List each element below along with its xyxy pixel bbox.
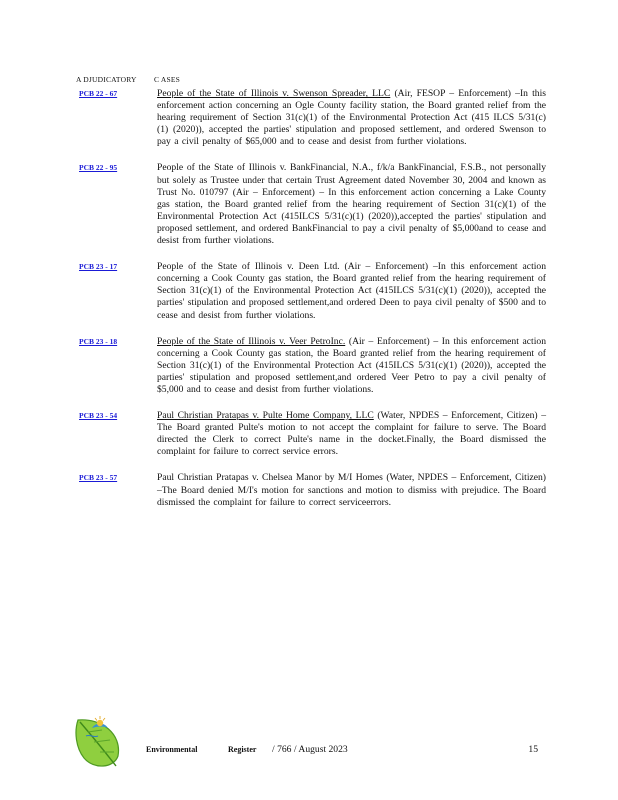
- case-title: People of the State of Illinois v. Veer PetroInc.: [157, 335, 346, 347]
- case-body: (Air, FESOP – Enforcement) –In this enforcement action concerning an Ogle County facility station, the Board granted relief from the hearing requirement of Section 31(c)(1) of the Environmental Protection Act (415 ILCS 5/31(c)(1) (2020)), accepted the parties' stipulation and proposed settlement, and ordered Swenson to pay a civil penalty of $65,000 and to cease and desist from further violations.: [157, 88, 546, 148]
- case-number-link[interactable]: PCB 23 - 54: [79, 411, 118, 421]
- heading-cases: C ASES: [154, 75, 181, 84]
- case-body: People of the State of Illinois v. Deen Ltd. (Air – Enforcement) –In this enforcement action concerning a Cook County gas station, the Board granted relief from the hearing requirement of Section 31(c)(1) of the Environmental Protection Act (415ILCS 5/31(c)(1) (2020)), accepted the parties' stipulation and proposed settlement,and ordered Deen to paya civil penalty of $500 and to cease and desist from further violations.: [157, 261, 546, 321]
- case-text: [157, 472, 546, 508]
- case-text: [157, 162, 546, 247]
- footer-publication: Environmental: [146, 745, 198, 754]
- case-title: Paul Christian Pratapas v. Pulte Home Company, LLC: [157, 410, 374, 422]
- case-body: Paul Christian Pratapas v. Chelsea Manor by M/I Homes (Water, NPDES – Enforcement, Citizen) –The Board denied M/I's motion for sanctions and motion to dismiss with prejudice. The Board dismissed the complaint for failure to correct serviceerrors.: [157, 472, 546, 508]
- case-entry: [76, 336, 546, 396]
- heading-adjudicatory: A DJUDICATORY: [76, 75, 137, 84]
- case-entry: [76, 472, 546, 508]
- case-text: [157, 261, 546, 321]
- footer-issue: / 766 / August 2023: [272, 744, 348, 755]
- page-number: 15: [528, 744, 538, 755]
- case-title: People of the State of Illinois v. Swenson Spreader, LLC: [157, 88, 391, 99]
- case-text: [157, 336, 546, 396]
- case-text: [157, 88, 546, 148]
- case-entry: [76, 88, 546, 148]
- case-body: People of the State of Illinois v. BankFinancial, N.A., f/k/a BankFinancial, F.S.B., not personally but solely as Trustee under that certain Trust Agreement dated November 30, 2004 and known as Trust No. 010797 (Air – Enforcement) – In this enforcement action concerning a Lake County gas station, the Board granted relief from the hearing requirement of Section 31(c)(1) of the Environmental Protection Act (415ILCS 5/31(c)(1) (2020)),accepted the parties' stipulation and proposed settlement, and ordered BankFinancial to pay a civil penalty of $5,000and to cease and desist from further violations.: [157, 162, 546, 247]
- case-entry: [76, 410, 546, 458]
- case-body: (Air – Enforcement) – In this enforcement action concerning a Cook County gas station, the Board granted relief from the hearing requirement of Section 31(c)(1) of the Environmental Protection Act (415ILCS 5/31(c)(1) (2020)), accepted the parties' stipulation and proposed settlement,and ordered Veer Petro to pay a civil penalty of $5,000 and to cease and desist from further violations.: [157, 335, 546, 395]
- case-entry: [76, 261, 546, 321]
- case-number-link[interactable]: PCB 22 - 67: [79, 89, 118, 98]
- section-heading: [76, 75, 546, 87]
- case-entry: [76, 162, 546, 247]
- page-footer: [146, 745, 546, 759]
- case-number-link[interactable]: PCB 23 - 17: [79, 262, 118, 272]
- footer-register: Register: [228, 745, 257, 754]
- case-list: [76, 88, 546, 523]
- case-text: [157, 410, 546, 458]
- case-number-link[interactable]: PCB 23 - 18: [79, 336, 118, 346]
- case-number-link[interactable]: PCB 23 - 57: [79, 473, 118, 483]
- case-number-link[interactable]: PCB 22 - 95: [79, 163, 118, 173]
- leaf-logo-icon: [72, 712, 126, 772]
- case-body: (Water, NPDES – Enforcement, Citizen) –The Board granted Pulte's motion to not accept the complaint for failure to serve. The Board directed the Clerk to correct Pulte's name in the docket.Finally, the Board dismissed the complaint for failure to correct service errors.: [157, 410, 546, 458]
